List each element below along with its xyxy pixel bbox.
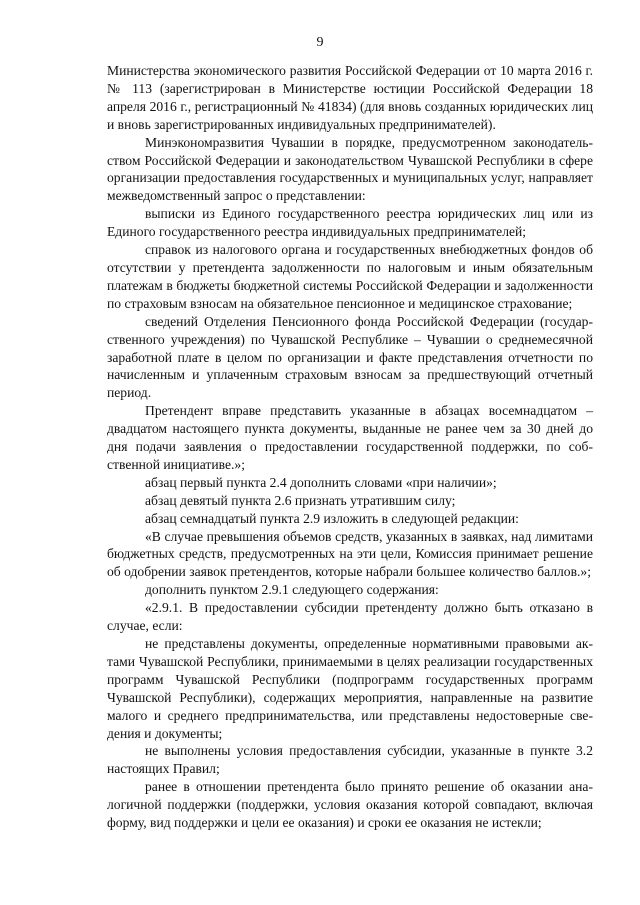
paragraph: дополнить пунктом 2.9.1 следующего содержания: (145, 582, 439, 598)
paragraph: абзац девятый пункта 2.6 признать утратившим силу; (145, 492, 456, 508)
paragraph: Претендент вправе представить указанные в абзацах восемнадцатом – двадцатом настоящего пункта документы, выданные не ранее чем за 30 дней до дня подачи заявления о предоставлении государственной поддержки, по собственной инициативе.»; (107, 403, 593, 472)
paragraph: Министерства экономического развития Российской Федерации от 10 марта 2016 г. № 113 (зарегистрирован в Министерстве юстиции Российской Федерации 18 апреля 2016 г., регистрационный № 41834) (для вновь созданных юридических лиц и вновь зарегистрированных индивидуальных предпринимателей). (107, 63, 593, 132)
paragraph: «2.9.1. В предоставлении субсидии претенденту должно быть отказано в случае, если: (107, 600, 593, 634)
document-body (107, 62, 593, 832)
paragraph: ранее в отношении претендента было принято решение об оказании аналогичной поддержки (поддержки, условия оказания которой совпадают, включая форму, вид поддержки и цели ее оказания) и сроки ее оказания не истекли; (107, 779, 593, 831)
paragraph: абзац семнадцатый пункта 2.9 изложить в следующей редакции: (145, 510, 519, 526)
paragraph: абзац первый пункта 2.4 дополнить словами «при наличии»; (145, 474, 497, 490)
paragraph: справок из налогового органа и государственных внебюджетных фондов об отсутствии у претендента задолженности по налоговым и иным обязательным платежам в бюджеты бюджетной системы Российской Федерации и задолженности по страховым взносам на обязательное пенсионное и медицинское страхование; (107, 242, 593, 311)
paragraph: «В случае превышения объемов средств, указанных в заявках, над лимитами бюджетных средств, предусмотренных на эти цели, Комиссия принимает решение об одобрении заявок претендентов, которые набрали большее количество баллов.»; (107, 528, 593, 580)
page-number: 9 (316, 35, 324, 50)
paragraph: Минэкономразвития Чувашии в порядке, предусмотренном законодательством Российской Федерации и законодательством Чувашской Республики в сфере организации предоставления государственных и муниципальных услуг, направляет межведомственный запрос о представлении: (107, 134, 593, 204)
paragraph: сведений Отделения Пенсионного фонда Российской Федерации (государственного учреждения) по Чувашской Республике – Чувашии о среднемесячной заработной плате в целом по организации и факте представления отчетности по начисленным и уплаченным страховым взносам за предшествующий отчетный период. (107, 313, 593, 401)
paragraph: не выполнены условия предоставления субсидии, указанные в пункте 3.2 настоящих Правил; (107, 743, 593, 777)
paragraph: не представлены документы, определенные нормативными правовыми актами Чувашской Республики, принимаемыми в целях реализации государственных программ Чувашской Республики (подпрограмм государственных программ Чувашской Республики), содержащих мероприятия, направленные на развитие малого и среднего предпринимательства, или представлены недостоверные сведения и документы; (107, 636, 593, 741)
paragraph: выписки из Единого государственного реестра юридических лиц или из Единого государственного реестра индивидуальных предпринимателей; (107, 206, 593, 240)
